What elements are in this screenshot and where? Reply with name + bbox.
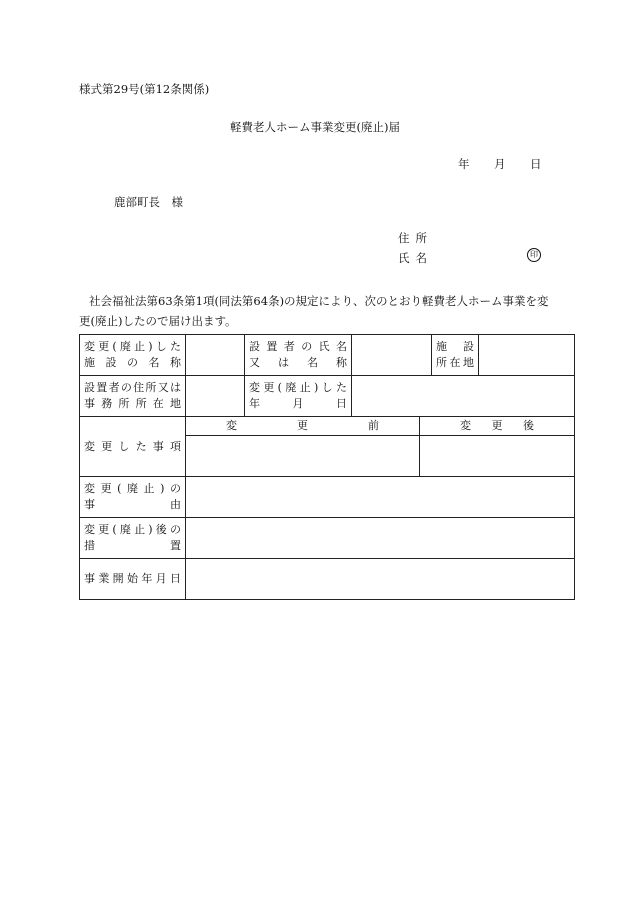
facility-location-label-line1: 施設: [436, 340, 474, 353]
before-header-cell: [186, 417, 420, 436]
after-header-cell: [420, 417, 575, 436]
facility-name-label-cell: [80, 335, 186, 376]
operator-name-label-cell: [245, 335, 352, 376]
applicant-address-label: 住所: [398, 231, 433, 245]
table-row: [80, 376, 575, 417]
seal-mark: 印: [527, 248, 541, 262]
facility-location-label-line2: 所在地: [436, 356, 474, 369]
table-row: [80, 417, 575, 436]
facility-name-value[interactable]: [186, 335, 245, 376]
operator-address-label-line1: 設置者の住所又は: [84, 381, 181, 394]
document-title: 軽費老人ホーム事業変更(廃止)届: [230, 120, 400, 134]
facility-location-label-cell: [432, 335, 479, 376]
change-date-label-cell: [245, 376, 352, 417]
applicant-name-label: 氏名: [398, 251, 433, 265]
start-date-label-cell: [80, 559, 186, 600]
measures-label-cell: [80, 518, 186, 559]
form-number: 様式第29号(第12条関係): [79, 82, 210, 96]
before-header-char-3: 前: [368, 419, 379, 432]
change-date-value[interactable]: [352, 376, 575, 417]
after-header-char-2: 更: [491, 419, 503, 432]
change-date-label-line2: 年月日: [249, 397, 347, 410]
operator-name-value[interactable]: [352, 335, 432, 376]
before-header-char-2: 更: [297, 419, 308, 432]
after-header-char-1: 変: [460, 419, 471, 432]
facility-location-value[interactable]: [479, 335, 575, 376]
reason-value[interactable]: [186, 477, 575, 518]
intro-text-line-1: 社会福祉法第63条第1項(同法第64条)の規定により、次のとおり軽費老人ホーム事業を変: [89, 294, 549, 308]
operator-address-value[interactable]: [186, 376, 245, 417]
after-header-char-3: 後: [523, 419, 534, 432]
operator-address-label-line2: 事務所所在地: [84, 397, 181, 410]
start-date-value[interactable]: [186, 559, 575, 600]
table-row: [80, 335, 575, 376]
operator-name-label-line1: 設置者の氏名: [249, 340, 347, 353]
measures-label-line2: 措置: [84, 539, 181, 552]
changed-items-label-cell: [80, 417, 186, 477]
changed-items-label: 変更した事項: [84, 439, 181, 453]
after-value[interactable]: [420, 436, 575, 477]
start-date-label: 事業開始年月日: [84, 572, 181, 585]
date-day-label: 日: [530, 157, 542, 171]
reason-label-cell: [80, 477, 186, 518]
before-header-char-1: 変: [226, 419, 237, 432]
reason-label-line2: 事由: [84, 498, 181, 511]
date-year-label: 年: [458, 157, 470, 171]
measures-label-line1: 変更(廃止)後の: [84, 523, 181, 536]
intro-text-line-2: 更(廃止)したので届け出ます。: [79, 314, 237, 328]
operator-address-label-cell: [80, 376, 186, 417]
form-table: [79, 334, 575, 600]
change-date-label-line1: 変更(廃止)した: [249, 381, 347, 394]
reason-label-line1: 変更(廃止)の: [84, 482, 181, 495]
table-row: [80, 518, 575, 559]
before-value[interactable]: [186, 436, 420, 477]
table-row: [80, 559, 575, 600]
operator-name-label-line2: 又は名称: [249, 356, 347, 369]
addressee: 鹿部町長 様: [114, 195, 183, 209]
table-row: [80, 477, 575, 518]
facility-name-label-line2: 施設の名称: [84, 356, 181, 369]
date-month-label: 月: [494, 157, 506, 171]
measures-value[interactable]: [186, 518, 575, 559]
facility-name-label-line1: 変更(廃止)した: [84, 340, 181, 353]
